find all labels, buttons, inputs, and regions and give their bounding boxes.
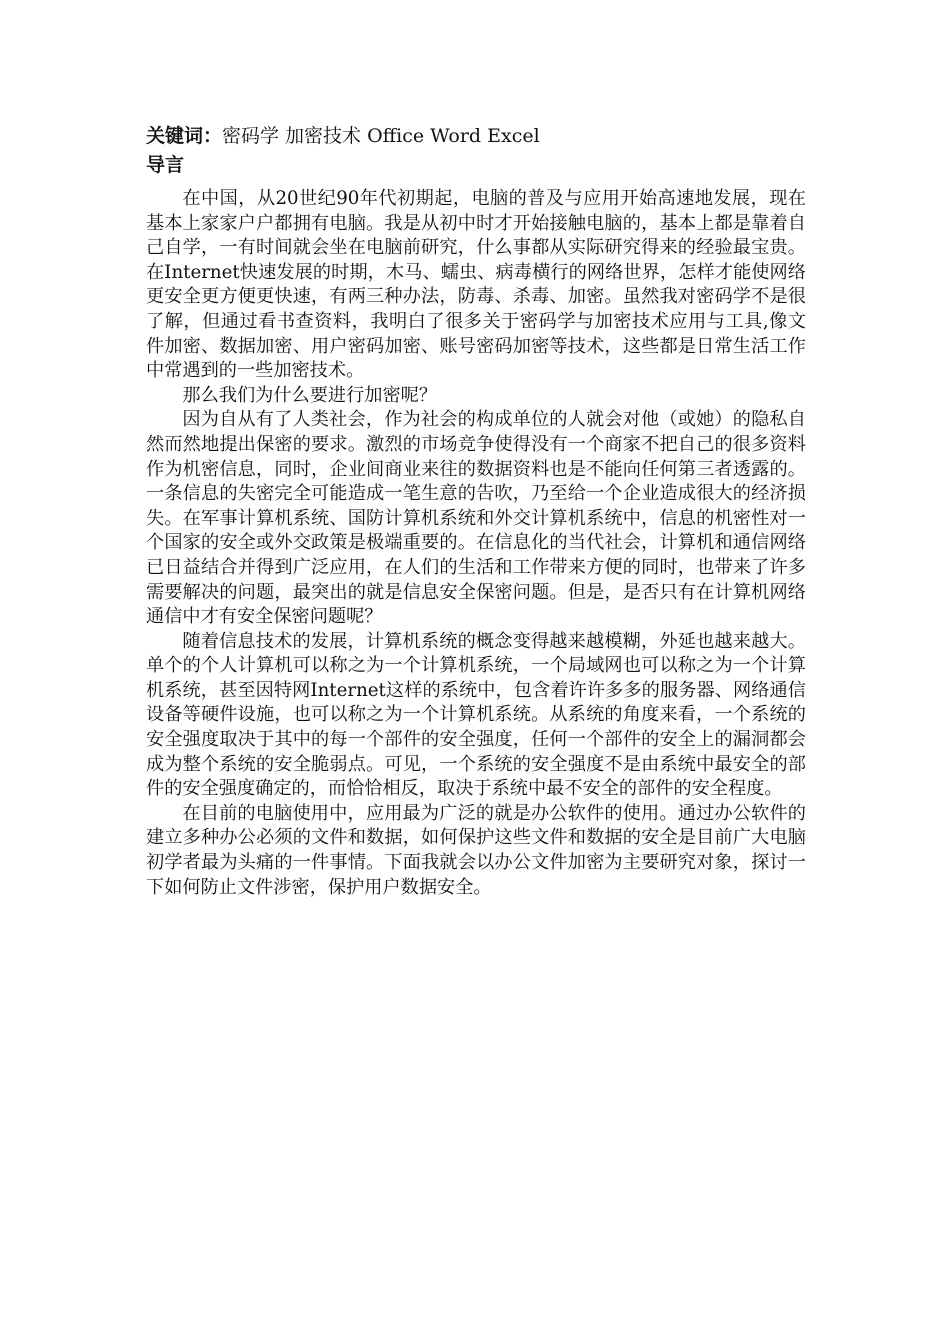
paragraph: 在中国，从20世纪90年代初期起，电脑的普及与应用开始高速地发展，现在基本上家家户户都拥有电脑。我是从初中时才开始接触电脑的，基本上都是靠着自己自学，一有时间就会坐在电脑前研究，什么事都从实际研究得来的经验最宝贵。在Internet快速发展的时期，木马、蠕虫、病毒横行的网络世界，怎样才能使网络更安全更方便更快速，有两三种办法，防毒、杀毒、加密。虽然我对密码学不是很了解，但通过看书查资料，我明白了很多关于密码学与加密技术应用与工具,像文件加密、数据加密、用户密码加密、账号密码加密等技术，这些都是日常生活工作中常遇到的一些加密技术。 [146,188,806,382]
keywords-text: 密码学 加密技术 Office Word Excel [222,125,540,147]
paragraph: 在目前的电脑使用中，应用最为广泛的就是办公软件的使用。通过办公软件的建立多种办公必须的文件和数据，如何保护这些文件和数据的安全是目前广大电脑初学者最为头痛的一件事情。下面我就会以办公文件加密为主要研究对象，探讨一下如何防止文件涉密，保护用户数据安全。 [146,802,806,898]
paragraph: 随着信息技术的发展，计算机系统的概念变得越来越模糊，外延也越来越大。单个的个人计算机可以称之为一个计算机系统，一个局域网也可以称之为一个计算机系统，甚至因特网Internet这样的系统中，包含着许许多多的服务器、网络通信设备等硬件设施，也可以称之为一个计算机系统。从系统的角度来看，一个系统的安全强度取决于其中的每一个部件的安全强度，任何一个部件的安全上的漏洞都会成为整个系统的安全脆弱点。可见，一个系统的安全强度不是由系统中最安全的部件的安全强度确定的，而恰恰相反，取决于系统中最不安全的部件的安全程度。 [146,630,806,800]
document-body [146,122,806,900]
paragraph: 因为自从有了人类社会，作为社会的构成单位的人就会对他（或她）的隐私自然而然地提出保密的要求。激烈的市场竞争使得没有一个商家不把自己的很多资料作为机密信息，同时，企业间商业来往的数据资料也是不能向任何第三者透露的。一条信息的失密完全可能造成一笔生意的告吹，乃至给一个企业造成很大的经济损失。在军事计算机系统、国防计算机系统和外交计算机系统中，信息的机密性对一个国家的安全或外交政策是极端重要的。在信息化的当代社会，计算机和通信网络已日益结合并得到广泛应用，在人们的生活和工作带来方便的同时，也带来了许多需要解决的问题，最突出的就是信息安全保密问题。但是，是否只有在计算机网络通信中才有安全保密问题呢？ [146,409,806,628]
keywords-line [146,122,806,151]
paragraph: 那么我们为什么要进行加密呢？ [182,384,438,406]
section-heading: 导言 [146,154,185,176]
keywords-label: 关键词： [146,125,223,147]
